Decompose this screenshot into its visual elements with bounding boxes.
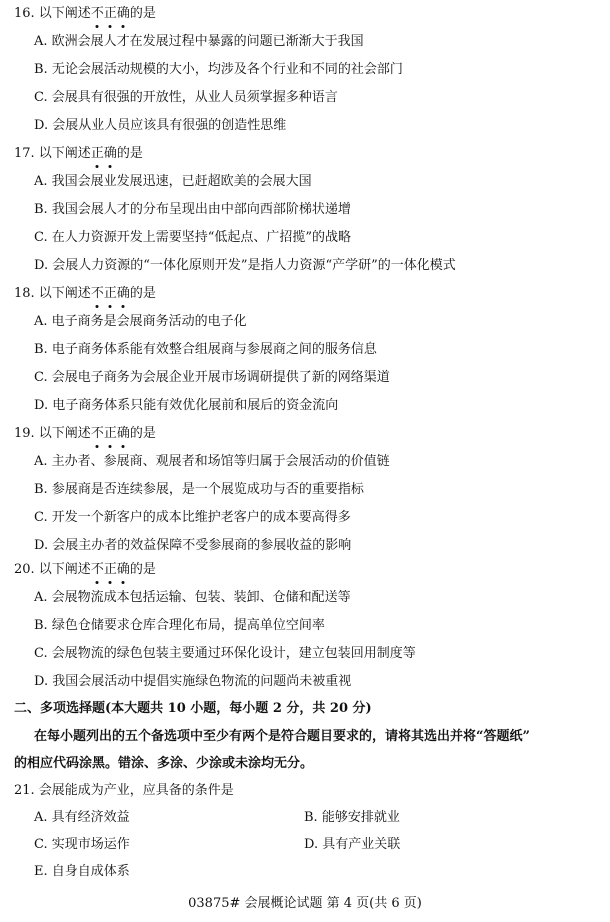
emphasis-char: 确	[116, 6, 130, 21]
question-21-option-d: D. 具有产业关联	[304, 837, 401, 852]
question-19-option-a: A. 主办者、参展商、观展者和场馆等归属于会展活动的价值链	[34, 454, 390, 469]
question-21-stem: 21. 会展能成为产业，应具备的条件是	[14, 783, 234, 798]
emphasis-char: 不	[90, 562, 104, 577]
emphasis-char: 正	[103, 6, 117, 21]
question-16-stem: 16. 以下阐述不正确的是	[14, 6, 156, 21]
emphasis-char: 不	[90, 426, 104, 441]
question-17-stem: 17. 以下阐述正确的是	[14, 146, 143, 161]
question-16-option-d: D. 会展从业人员应该具有很强的创造性思维	[34, 118, 287, 133]
emphasis-char: 确	[116, 562, 130, 577]
emphasis-char: 不	[90, 286, 104, 301]
question-20-option-d: D. 我国会展活动中提倡实施绿色物流的问题尚未被重视	[34, 674, 352, 689]
question-17-option-c: C. 在人力资源开发上需要坚持“低起点、广招揽”的战略	[34, 230, 352, 245]
question-17-option-a: A. 我国会展业发展迅速，已赶超欧美的会展大国	[34, 174, 312, 189]
emphasis-dotted	[91, 562, 130, 577]
question-20-option-b: B. 绿色仓储要求仓库合理化布局，提高单位空间率	[34, 618, 325, 633]
question-16-option-c: C. 会展具有很强的开放性，从业人员须掌握多种语言	[34, 90, 338, 105]
question-18-option-a: A. 电子商务是会展商务活动的电子化	[34, 314, 247, 329]
question-17-option-d: D. 会展人力资源的“一体化原则开发”是指人力资源“产学研”的一体化模式	[34, 258, 456, 273]
emphasis-char: 正	[103, 562, 117, 577]
question-16-option-a: A. 欧洲会展人才在发展过程中暴露的问题已渐渐大于我国	[34, 34, 364, 49]
section-instruction-line1: 在每小题列出的五个备选项中至少有两个是符合题目要求的，请将其选出并将“答题纸”	[34, 729, 530, 744]
emphasis-char: 确	[103, 146, 117, 161]
page-footer: 03875# 会展概论试题 第 4 页(共 6 页)	[188, 896, 422, 911]
question-16-option-b: B. 无论会展活动规模的大小，均涉及各个行业和不同的社会部门	[34, 62, 403, 77]
emphasis-char: 正	[103, 286, 117, 301]
emphasis-dotted	[91, 286, 130, 301]
emphasis-char: 确	[116, 426, 130, 441]
emphasis-char: 正	[103, 426, 117, 441]
question-17-option-b: B. 我国会展人才的分布呈现出由中部向西部阶梯状递增	[34, 202, 351, 217]
question-18-option-c: C. 会展电子商务为会展企业开展市场调研提供了新的网络渠道	[34, 370, 390, 385]
question-21-option-a: A. 具有经济效益	[34, 810, 130, 825]
question-18-option-d: D. 电子商务体系只能有效优化展前和展后的资金流向	[34, 398, 339, 413]
section-title: 二、多项选择题(本大题共 10 小题，每小题 2 分，共 20 分)	[14, 701, 372, 716]
question-19-option-b: B. 参展商是否连续参展，是一个展览成功与否的重要指标	[34, 482, 364, 497]
question-19-option-c: C. 开发一个新客户的成本比维护老客户的成本要高得多	[34, 510, 351, 525]
emphasis-dotted	[91, 146, 117, 161]
emphasis-char: 确	[116, 286, 130, 301]
question-19-option-d: D. 会展主办者的效益保障不受参展商的参展收益的影响	[34, 538, 352, 553]
section-instruction-line2: 的相应代码涂黑。错涂、多涂、少涂或未涂均无分。	[14, 756, 314, 771]
emphasis-dotted	[91, 6, 130, 21]
emphasis-char: 正	[90, 146, 104, 161]
question-20-stem: 20. 以下阐述不正确的是	[14, 562, 156, 577]
emphasis-dotted	[91, 426, 130, 441]
question-18-option-b: B. 电子商务体系能有效整合组展商与参展商之间的服务信息	[34, 342, 377, 357]
question-20-option-c: C. 会展物流的绿色包装主要通过环保化设计，建立包装回用制度等	[34, 646, 416, 661]
question-20-option-a: A. 会展物流成本包括运输、包装、装卸、仓储和配送等	[34, 590, 351, 605]
question-21-option-e: E. 自身自成体系	[34, 864, 130, 879]
question-18-stem: 18. 以下阐述不正确的是	[14, 286, 156, 301]
emphasis-char: 不	[90, 6, 104, 21]
question-21-option-c: C. 实现市场运作	[34, 837, 130, 852]
question-19-stem: 19. 以下阐述不正确的是	[14, 426, 156, 441]
question-21-option-b: B. 能够安排就业	[304, 810, 400, 825]
